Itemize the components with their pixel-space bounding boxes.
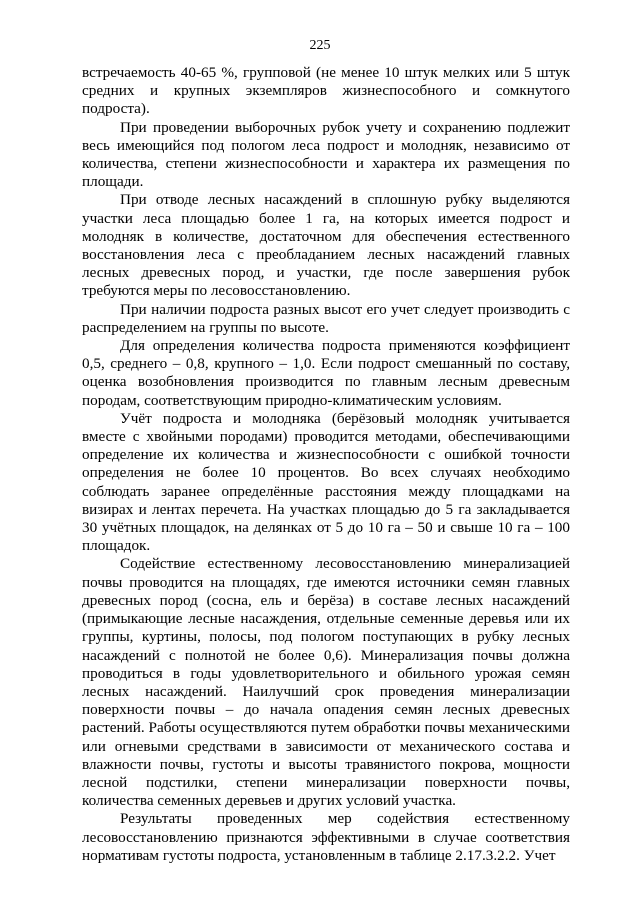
paragraph-6: Учёт подроста и молодняка (берёзовый молодняк учитывается вместе с хвойными породами) проводится методами, обеспечивающими определение их количества и жизнеспособности с ошибкой точности определения не более 10 процентов. Во всех случаях необходимо соблюдать заранее определённые расстояния между площадками на визирах и лентах перечета. На участках площадью до 5 га закладывается 30 учётных площадок, на делянках от 5 до 10 га – 50 и свыше 10 га – 100 площадок. <box>82 409 570 555</box>
paragraph-8: Результаты проведенных мер содействия естественному лесовосстановлению признаются эффективными в случае соответствия нормативам густоты подроста, установленным в таблице 2.17.3.2.2. Учет <box>82 810 570 864</box>
body-text <box>82 64 570 865</box>
page-number: 225 <box>309 38 331 53</box>
paragraph-7: Содействие естественному лесовосстановлению минерализацией почвы проводится на площадях, где имеются источники семян главных древесных пород (сосна, ель и берёза) в составе лесных насаждений (примыкающие лесные насаждения, отдельные семенные деревья или их группы, куртины, полосы, под пологом поступающих в рубку лесных насаждений с полнотой не более 0,6). Минерализация почвы должна проводиться в годы удовлетворительного и обильного урожая семян лесных насаждений. Наилучший срок проведения минерализации поверхности почвы – до начала опадения семян лесных древесных растений. Работы осуществляются путем обработки почвы механическими или огневыми средствами в зависимости от механического состава и влажности почвы, густоты и высоты травянистого покрова, мощности лесной подстилки, степени минерализации поверхности почвы, количества семенных деревьев и других условий участка. <box>82 555 570 810</box>
paragraph-5: Для определения количества подроста применяются коэффициент 0,5, среднего – 0,8, крупного – 1,0. Если подрост смешанный по составу, оценка возобновления производится по главным лесным древесным породам, соответствующим природно-климатическим условиям. <box>82 337 570 409</box>
paragraph-2: При проведении выборочных рубок учету и сохранению подлежит весь имеющийся под пологом леса подрост и молодняк, независимо от количества, степени жизнеспособности и характера их размещения по площади. <box>82 118 570 191</box>
paragraph-4: При наличии подроста разных высот его учет следует производить с распределением на группы по высоте. <box>82 300 570 336</box>
paragraph-3: При отводе лесных насаждений в сплошную рубку выделяются участки леса площадью более 1 га, на которых имеется подрост и молодняк в количестве, достаточном для обеспечения естественного восстановления леса с преобладанием лесных насаждений главных лесных древесных пород, и участки, где после завершения рубок требуются меры по лесовосстановлению. <box>82 191 570 300</box>
paragraph-1: встречаемость 40-65 %, групповой (не менее 10 штук мелких или 5 штук средних и крупных экземпляров жизнеспособного и сомкнутого подроста). <box>82 64 570 118</box>
